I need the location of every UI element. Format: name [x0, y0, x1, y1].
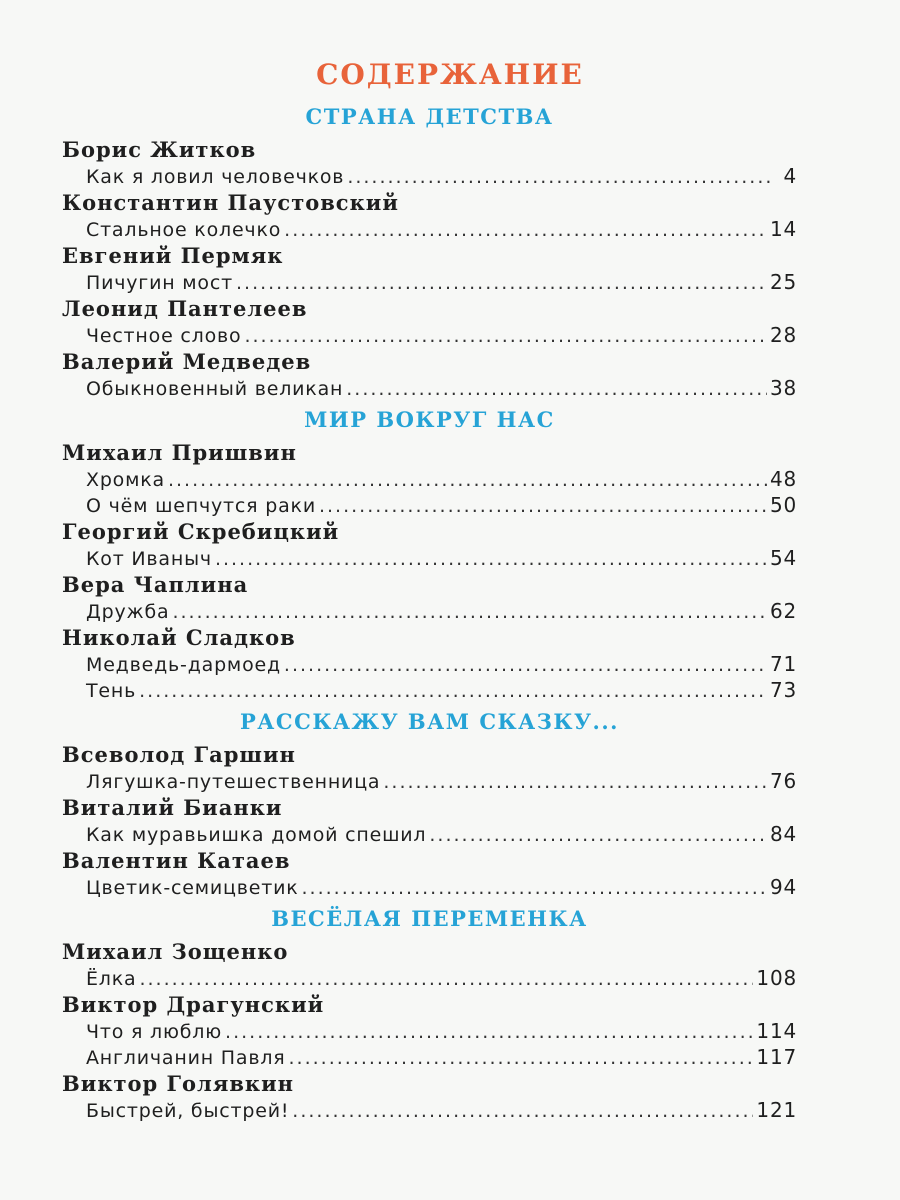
page-number: 48	[769, 467, 797, 491]
page-number: 14	[769, 217, 797, 241]
story-title: Ёлка	[86, 968, 137, 990]
section-title: МИР ВОКРУГ НАС	[304, 407, 555, 432]
toc-entry	[62, 598, 797, 624]
author-name: Валентин Катаев	[62, 848, 291, 873]
dot-leader	[289, 1045, 754, 1071]
story-title: О чём шепчутся раки	[86, 495, 316, 517]
author-name: Михаил Пришвин	[62, 440, 297, 465]
story-title: Англичанин Павля	[86, 1047, 286, 1069]
toc-entry	[62, 545, 797, 571]
dot-leader	[139, 678, 767, 704]
dot-leader	[429, 822, 767, 848]
dot-leader	[284, 217, 767, 243]
page-number: 4	[783, 164, 797, 188]
story-title: Хромка	[86, 469, 165, 491]
contents-section	[62, 98, 797, 401]
dot-leader	[225, 1019, 753, 1045]
toc-entry	[62, 492, 797, 518]
author-name: Михаил Зощенко	[62, 939, 289, 964]
page-number: 71	[769, 652, 797, 676]
page-number: 54	[769, 546, 797, 570]
page-title: СОДЕРЖАНИЕ	[316, 58, 584, 91]
story-title: Обыкновенный великан	[86, 378, 344, 400]
author-name: Евгений Пермяк	[62, 243, 284, 268]
page-number: 117	[756, 1045, 797, 1069]
section-title: РАССКАЖУ ВАМ СКАЗКУ...	[240, 709, 619, 734]
toc-entry	[62, 1044, 797, 1070]
toc-entry	[62, 163, 797, 189]
author-name: Константин Паустовский	[62, 190, 399, 215]
dot-leader	[172, 599, 767, 625]
page-number: 73	[769, 678, 797, 702]
author-name: Борис Житков	[62, 137, 257, 162]
author-name: Виктор Драгунский	[62, 992, 325, 1017]
toc-entry	[62, 965, 797, 991]
page-number: 114	[756, 1019, 797, 1043]
dot-leader	[319, 493, 767, 519]
dot-leader	[346, 376, 767, 402]
page-number: 76	[769, 769, 797, 793]
contents-section	[62, 900, 797, 1123]
story-title: Медведь-дармоед	[86, 654, 281, 676]
author-name: Николай Сладков	[62, 625, 296, 650]
toc-entry	[62, 216, 797, 242]
author-name: Виктор Голявкин	[62, 1071, 295, 1096]
toc-entry	[62, 1018, 797, 1044]
page-number: 62	[769, 599, 797, 623]
story-title: Как я ловил человечков	[86, 166, 345, 188]
author-name: Всеволод Гаршин	[62, 742, 296, 767]
story-title: Что я люблю	[86, 1021, 223, 1043]
story-title: Цветик-семицветик	[86, 877, 299, 899]
author-name: Вера Чаплина	[62, 572, 249, 597]
story-title: Кот Иваныч	[86, 548, 212, 570]
toc-entry	[62, 677, 797, 703]
page-number: 84	[769, 822, 797, 846]
toc-entry	[62, 821, 797, 847]
author-name: Леонид Пантелеев	[62, 296, 308, 321]
page-number: 108	[756, 966, 797, 990]
page-number: 94	[769, 875, 797, 899]
section-title: ВЕСЁЛАЯ ПЕРЕМЕНКА	[271, 906, 588, 931]
toc-entry	[62, 874, 797, 900]
story-title: Как муравьишка домой спешил	[86, 824, 427, 846]
dot-leader	[302, 875, 767, 901]
toc-entry	[62, 466, 797, 492]
story-title: Дружба	[86, 601, 170, 623]
toc-entry	[62, 269, 797, 295]
author-name: Валерий Медведев	[62, 349, 312, 374]
contents-section	[62, 401, 797, 703]
contents-section	[62, 703, 797, 900]
dot-leader	[347, 164, 774, 190]
page-number: 38	[769, 376, 797, 400]
toc-entry	[62, 768, 797, 794]
story-title: Тень	[86, 680, 137, 702]
dot-leader	[236, 270, 767, 296]
toc-entry	[62, 1097, 797, 1123]
toc-entry	[62, 651, 797, 677]
section-title: СТРАНА ДЕТСТВА	[305, 104, 554, 129]
dot-leader	[284, 652, 767, 678]
author-name: Георгий Скребицкий	[62, 519, 340, 544]
contents-list	[62, 98, 797, 1123]
page-number: 25	[769, 270, 797, 294]
author-name: Виталий Бианки	[62, 795, 283, 820]
story-title: Честное слово	[86, 325, 242, 347]
page-number: 121	[756, 1098, 797, 1122]
toc-entry	[62, 322, 797, 348]
dot-leader	[383, 769, 767, 795]
story-title: Лягушка-путешественница	[86, 771, 381, 793]
dot-leader	[292, 1098, 753, 1124]
page-number: 50	[769, 493, 797, 517]
story-title: Стальное колечко	[86, 219, 282, 241]
dot-leader	[168, 467, 767, 493]
dot-leader	[139, 966, 753, 992]
dot-leader	[244, 323, 766, 349]
story-title: Пичугин мост	[86, 272, 233, 294]
page-number: 28	[769, 323, 797, 347]
toc-entry	[62, 375, 797, 401]
story-title: Быстрей, быстрей!	[86, 1100, 290, 1122]
dot-leader	[215, 546, 767, 572]
